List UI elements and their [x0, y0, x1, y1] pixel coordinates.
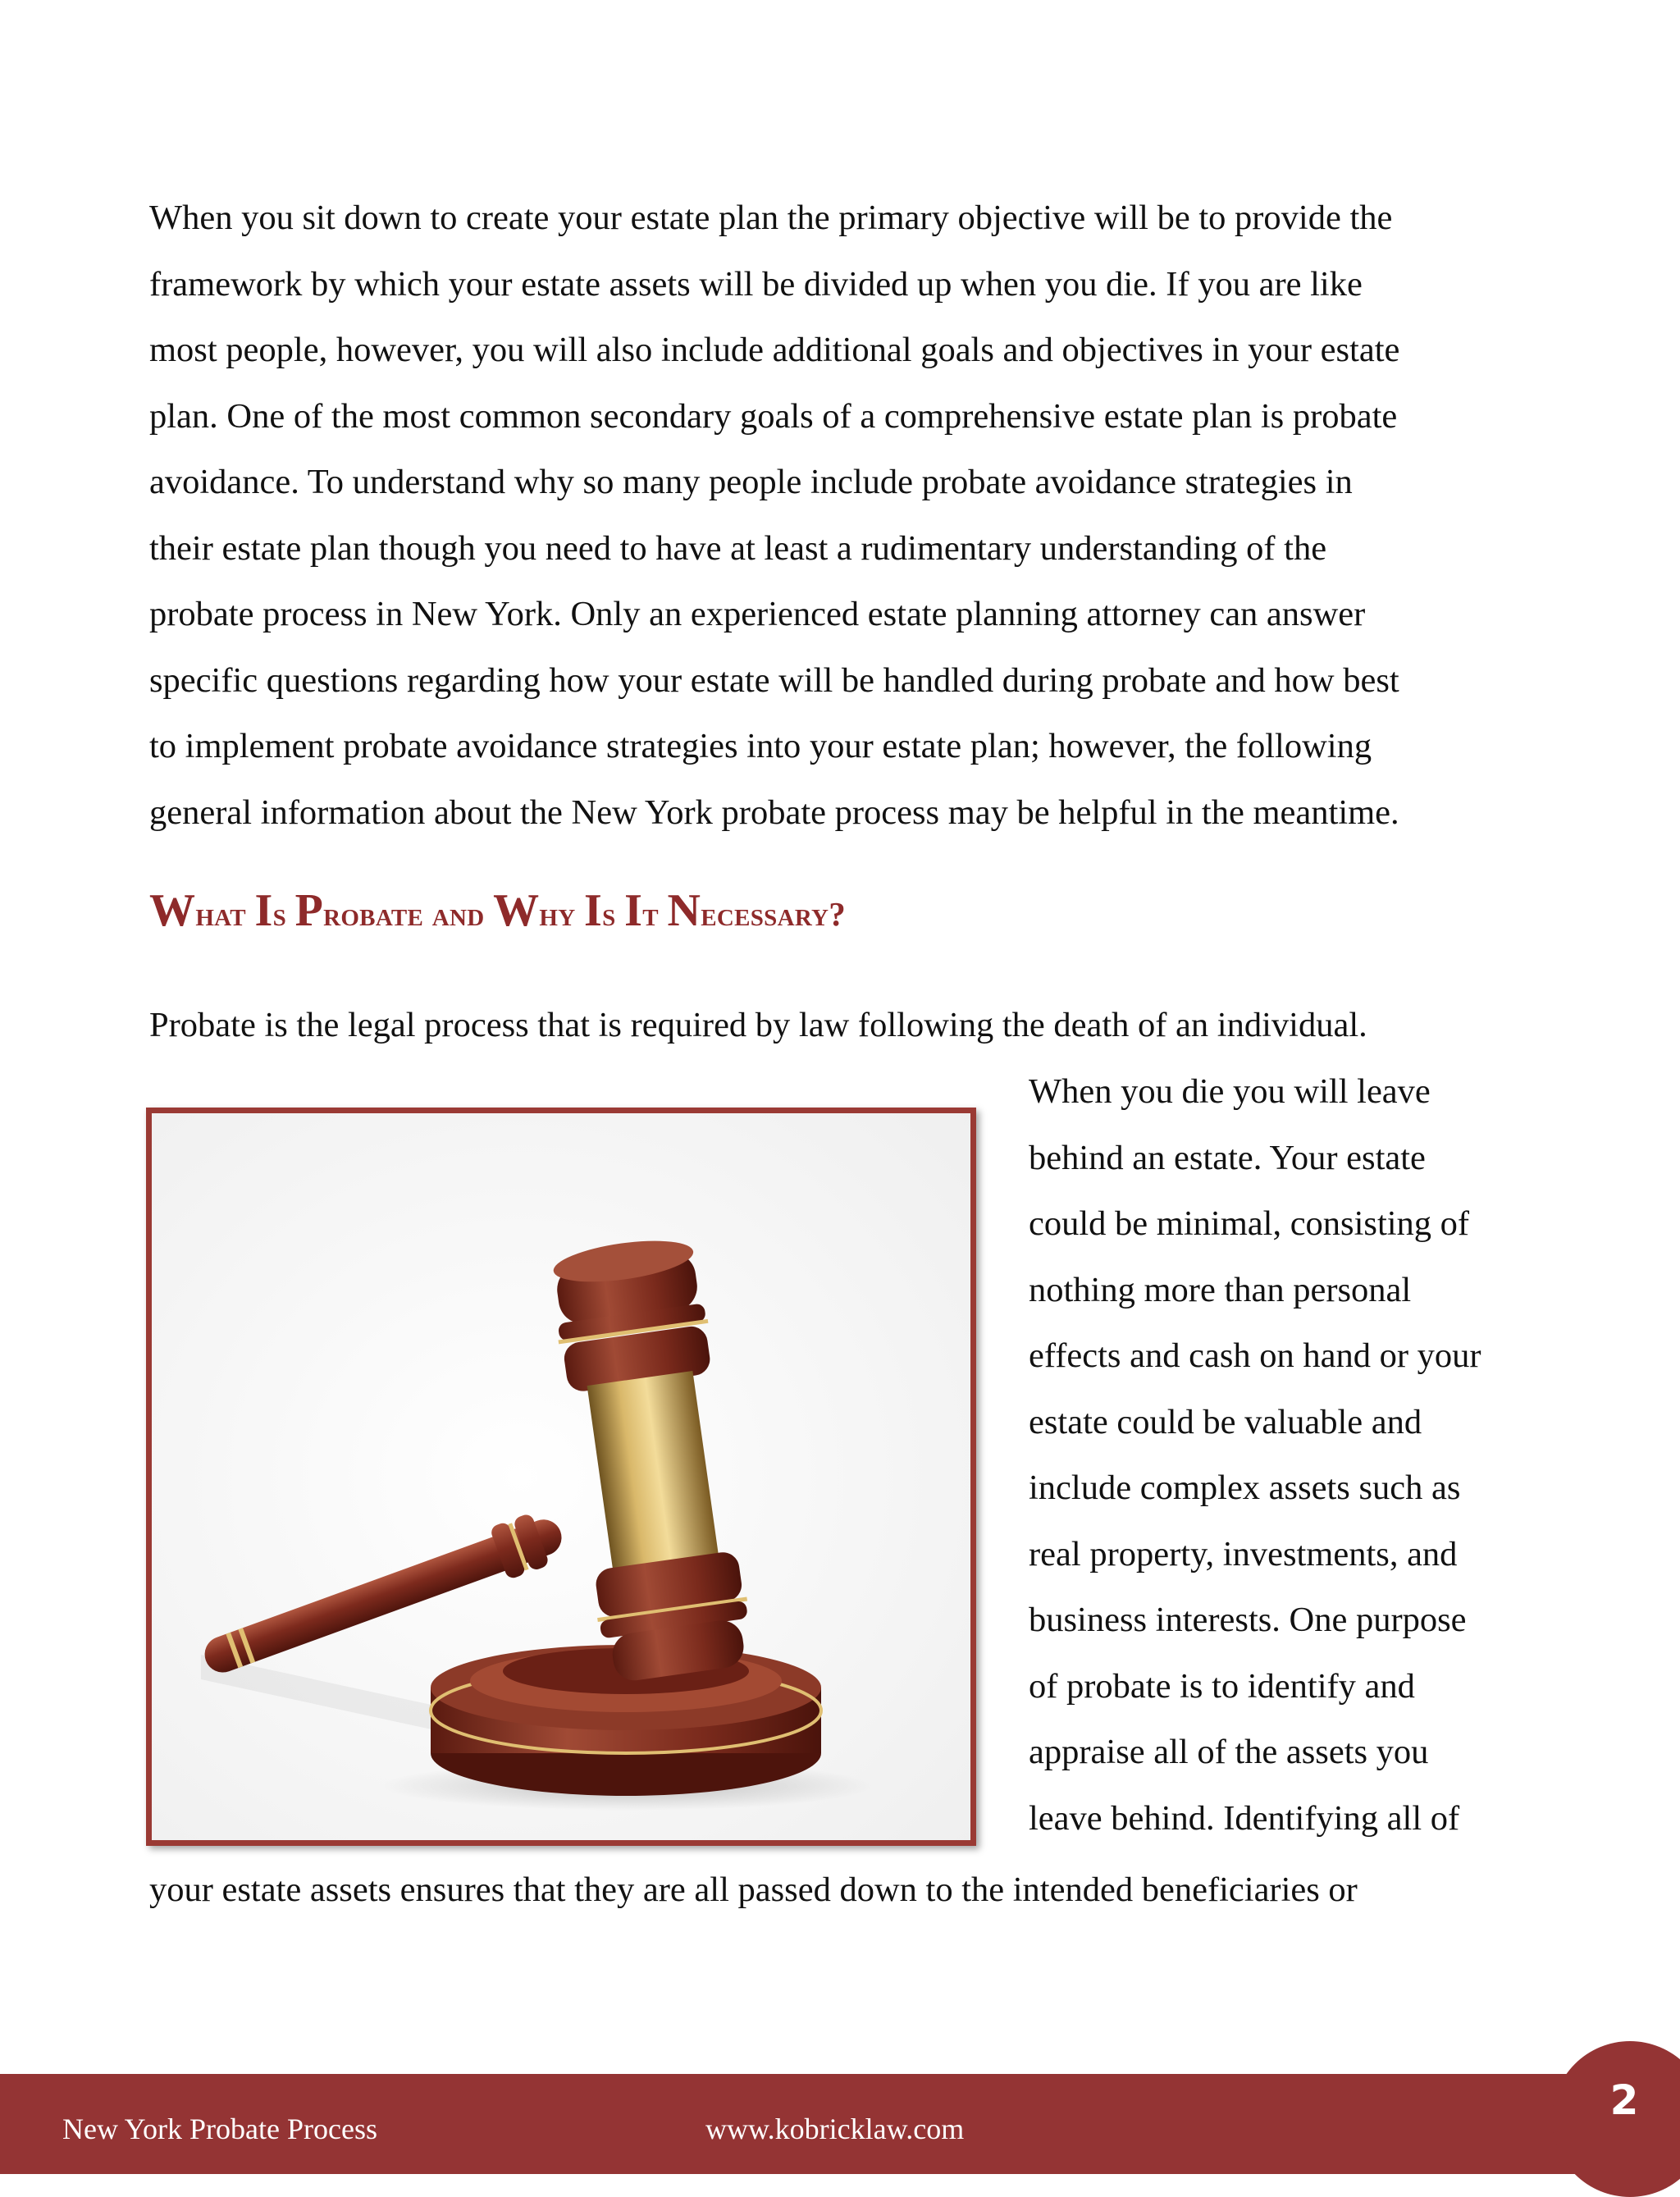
wrap-line: estate could be valuable and — [1029, 1402, 1422, 1441]
body-line: Probate is the legal process that is required by law following the death of an individual. — [149, 1006, 1367, 1044]
tail-paragraph — [149, 1857, 1544, 1924]
wrap-line: include complex assets such as — [1029, 1468, 1461, 1507]
heading-word: Necessary? — [667, 885, 847, 936]
intro-line: general information about the New York probate process may be helpful in the meantime. — [149, 792, 1399, 832]
gavel-icon — [152, 1113, 970, 1840]
wrap-line: leave behind. Identifying all of — [1029, 1798, 1460, 1838]
heading-word: It — [624, 885, 659, 936]
wrap-line: nothing more than personal — [1029, 1270, 1412, 1309]
page-number: 2 — [1609, 2076, 1639, 2124]
wrap-line: real property, investments, and — [1029, 1534, 1458, 1574]
intro-line: probate process in New York. Only an experienced estate planning attorney can answer — [149, 595, 1366, 633]
wrap-line: could be minimal, consisting of — [1029, 1204, 1470, 1243]
gavel-image-frame — [146, 1108, 976, 1846]
intro-line: plan. One of the most common secondary goals of a comprehensive estate plan is probate — [149, 396, 1398, 436]
footer-title: New York Probate Process — [62, 2112, 377, 2145]
wrap-line: effects and cash on hand or your — [1029, 1336, 1481, 1375]
wrap-line: business interests. One purpose — [1029, 1601, 1467, 1639]
body-line: your estate assets ensures that they are all passed down to the intended beneficiaries or — [149, 1870, 1358, 1909]
heading-word: What — [149, 885, 246, 936]
wrap-line: When you die you will leave — [1029, 1072, 1431, 1111]
intro-line: most people, however, you will also include additional goals and objectives in your estate — [149, 331, 1400, 369]
wrap-line: behind an estate. Your estate — [1029, 1138, 1426, 1177]
probate-lead-line — [149, 993, 1544, 1059]
heading-word: and — [431, 895, 485, 933]
intro-line: framework by which your estate assets will be divided up when you die. If you are like — [149, 264, 1363, 304]
intro-line: avoidance. To understand why so many people include probate avoidance strategies in — [149, 463, 1353, 501]
intro-line: their estate plan though you need to have at least a rudimentary understanding of the — [149, 528, 1327, 568]
wrap-line: appraise all of the assets you — [1029, 1733, 1429, 1771]
heading-word: Probate — [294, 885, 424, 936]
intro-line: to implement probate avoidance strategies into your estate plan; however, the following — [149, 727, 1372, 765]
intro-line: specific questions regarding how your estate will be handled during probate and how best — [149, 660, 1399, 700]
heading-word: Is — [254, 885, 286, 936]
wrap-line: of probate is to identify and — [1029, 1666, 1415, 1706]
section-heading — [149, 884, 846, 937]
footer-url[interactable]: www.kobricklaw.com — [705, 2112, 965, 2145]
wrapped-paragraph — [1029, 1059, 1554, 1852]
heading-word: Is — [584, 885, 616, 936]
intro-paragraph — [149, 185, 1544, 846]
intro-line: When you sit down to create your estate plan the primary objective will be to provide the — [149, 199, 1393, 237]
heading-word: Why — [493, 885, 576, 936]
